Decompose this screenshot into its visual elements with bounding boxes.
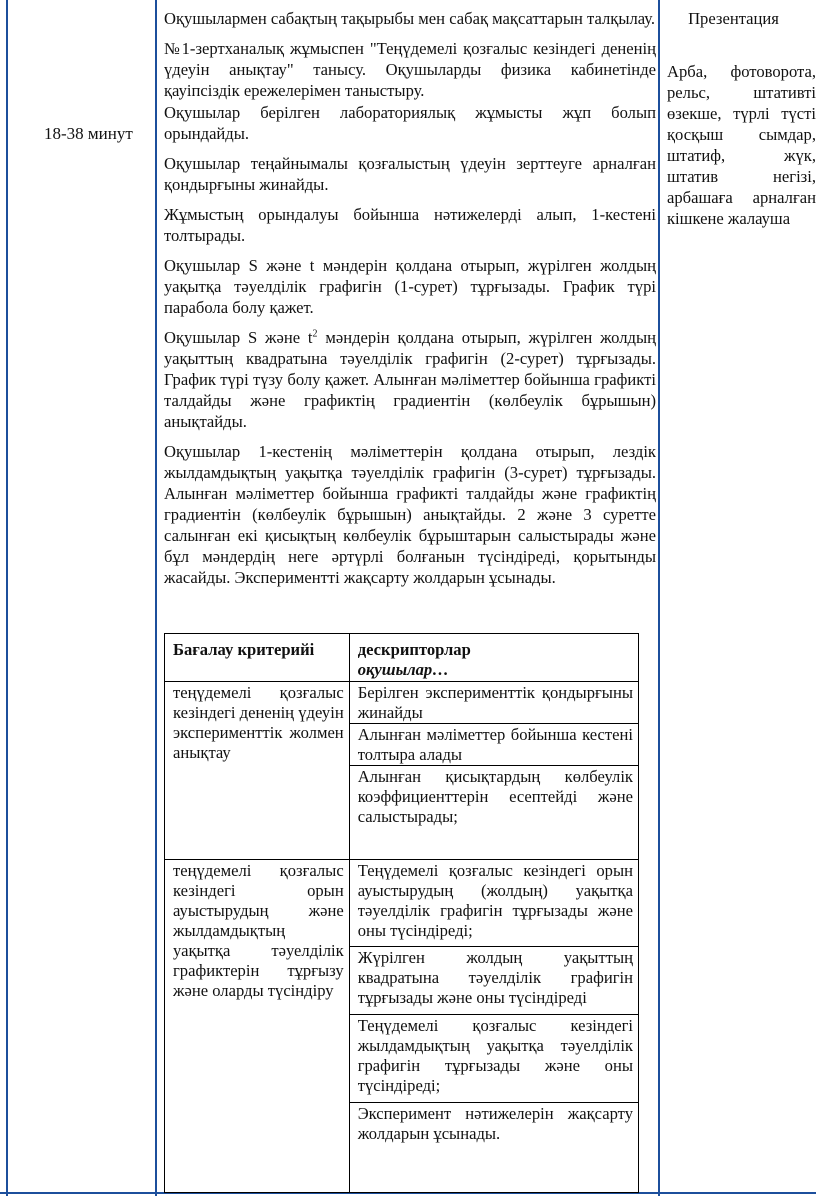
paragraph-8: Оқушылар 1-кестенің мәліметтерін қолдана отырып, лездік жылдамдықтың уақытқа тәуелділік графигін (3-сурет) тұрғызады. Алынған мәліметтер бойынша графикті талдайды және графиктің градиентін (көлбеулік бұрышын) анықтайды. 2 және 3 суретте салынған екі қисықтың көлбеулік бұрыштарын салыстырады және бұл мәндердің неге әртүрлі болғанын түсіндіреді, қорытынды жасайды. Экспериментті жақсарту жолдарын ұсынады. xyxy=(164,442,656,587)
left-border xyxy=(6,0,8,1196)
criteria-header: Бағалау критерийі xyxy=(165,634,350,682)
paragraph-7 xyxy=(164,327,656,432)
descriptors-header xyxy=(349,634,638,682)
resources-cell xyxy=(667,8,816,229)
paragraph-7-start: Оқушылар S және t xyxy=(164,328,313,347)
paragraph-7-end: мәндерін қолдана отырып, жүрілген жолдың уақыттың квадратына тәуелділік графигін (2-сурет) тұрғызады. График түрі түзу болу қажет. Алынған мәліметтер бойынша графикті талдайды және графиктің градиентін (көлбеулік бұрышын) анықтайды. xyxy=(164,328,656,431)
paragraph-5: Жұмыстың орындалуы бойынша нәтижелерді алып, 1-кестені толтырады. xyxy=(164,205,656,245)
paragraph-2: №1-зертханалық жұмыспен "Теңүдемелі қозғалыс кезіндегі дененің үдеуін анықтау" танысу. Оқушыларды физика кабинетінде қауіпсіздік ережелерімен таныстыру. xyxy=(164,39,656,100)
criterion-cell: теңүдемелі қозғалыс кезіндегі орын ауыстырудың және жылдамдықтың уақытқа тәуелділік графиктерін тұрғызу және оларды түсіндіру xyxy=(165,860,350,1193)
descriptor-cell: Теңүдемелі қозғалыс кезіндегі жылдамдықтың уақытқа тәуелділік графигін тұрғызады және оны түсіндіреді; xyxy=(349,1015,638,1103)
time-cell: 18-38 минут xyxy=(44,124,133,143)
assessment-criteria-table xyxy=(164,633,639,1193)
paragraph-3: Оқушылар берілген лабораториялық жұмысты жұп болып орындайды. xyxy=(164,103,656,143)
descriptor-cell: Берілген эксперименттік қондырғыны жинайды xyxy=(349,682,638,724)
activity-cell xyxy=(164,8,656,597)
descriptor-cell: Эксперимент нәтижелерін жақсарту жолдарын ұсынады. xyxy=(349,1103,638,1193)
descriptors-header-label: дескрипторлар xyxy=(357,640,471,659)
column-divider-1 xyxy=(155,0,157,1196)
resources-title: Презентация xyxy=(688,9,779,28)
resources-list: Арба, фотоворота, рельс, штативті өзекше, түрлі түсті қосқыш сымдар, штатиф, жүк, штатив негізі, арбашаға арналған кішкене жалауша xyxy=(667,62,816,228)
paragraph-1: Оқушылармен сабақтың тақырыбы мен сабақ мақсаттарын талқылау. xyxy=(164,9,656,28)
paragraph-6: Оқушылар S және t мәндерін қолдана отырып, жүрілген жолдың уақытқа тәуелділік графигін (1-сурет) тұрғызады. График түрі парабола болу қажет. xyxy=(164,256,656,317)
superscript-2: 2 xyxy=(312,328,318,340)
descriptor-cell: Алынған мәліметтер бойынша кестені толтыра алады xyxy=(349,724,638,766)
paragraph-4: Оқушылар теңайнымалы қозғалыстың үдеуін зерттеуге арналған қондырғыны жинайды. xyxy=(164,154,656,194)
criterion-cell: теңүдемелі қозғалыс кезіндегі дененің үдеуін эксперименттік жолмен анықтау xyxy=(165,682,350,860)
descriptors-header-sub: оқушылар… xyxy=(357,660,449,679)
descriptor-cell: Жүрілген жолдың уақыттың квадратына тәуелділік графигін тұрғызады және оны түсіндіреді xyxy=(349,947,638,1015)
descriptor-cell: Алынған қисықтардың көлбеулік коэффициенттерін есептейді және салыстырады; xyxy=(349,766,638,860)
column-divider-2 xyxy=(658,0,660,1196)
descriptor-cell: Теңүдемелі қозғалыс кезіндегі орын ауыстырудың (жолдың) уақытқа тәуелділік графигін тұрғызады және оны түсіндіреді; xyxy=(349,860,638,947)
